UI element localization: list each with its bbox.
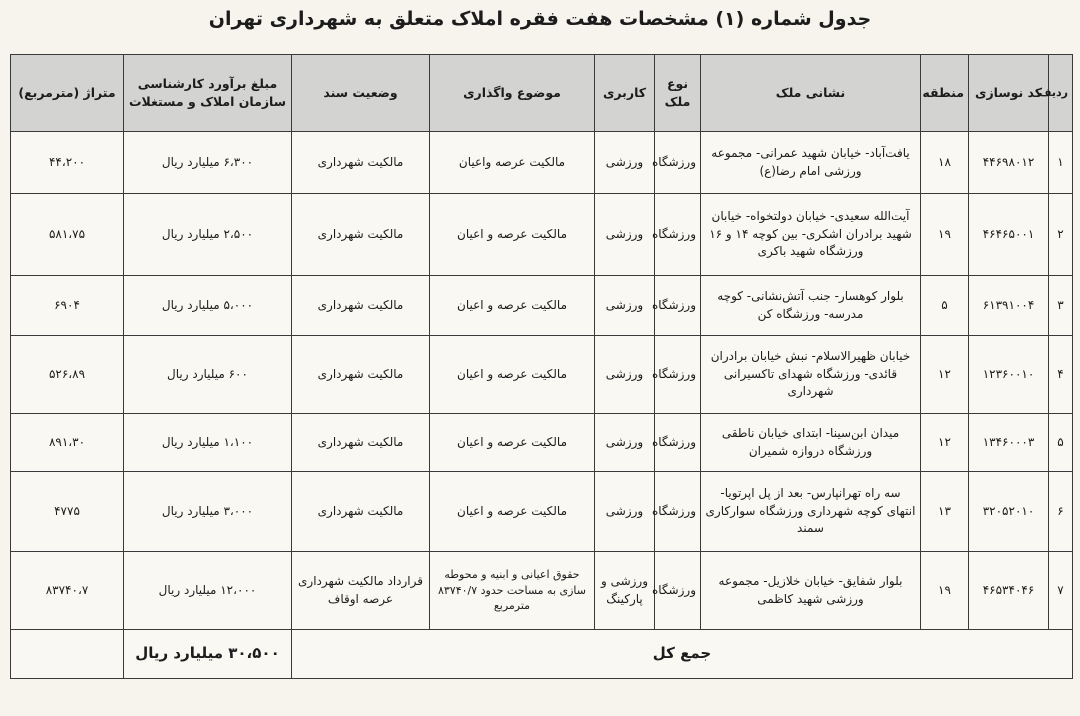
cell-doc-status: مالکیت شهرداری <box>292 194 430 276</box>
table-row <box>11 472 1073 552</box>
cell-area: ۴۴،۲۰۰ <box>11 132 124 194</box>
cell-usage: ورزشی <box>595 336 655 414</box>
table-row <box>11 132 1073 194</box>
cell-address: بلوار شفایق- خیابان خلازیل- مجموعه ورزشی شهید کاظمی <box>701 552 921 630</box>
cell-code: ۱۲۳۶۰۰۱۰ <box>969 336 1049 414</box>
cell-address: سه راه تهرانپارس- بعد از پل اپرتویا- انتهای کوچه شهرداری ورزشگاه سوارکاری سمند <box>701 472 921 552</box>
cell-row-no: ۶ <box>1049 472 1073 552</box>
header-address: نشانی ملک <box>701 55 921 132</box>
header-transfer: موضوع واگذاری <box>430 55 595 132</box>
cell-doc-status: مالکیت شهرداری <box>292 132 430 194</box>
table-row <box>11 552 1073 630</box>
header-area: متراژ (مترمربع) <box>11 55 124 132</box>
cell-region: ۵ <box>921 276 969 336</box>
total-row <box>11 630 1073 679</box>
property-table <box>10 54 1073 679</box>
cell-doc-status: قرارداد مالکیت شهرداری عرصه اوقاف <box>292 552 430 630</box>
cell-usage: ورزشی و پارکینگ <box>595 552 655 630</box>
cell-area: ۵۸۱،۷۵ <box>11 194 124 276</box>
cell-area: ۸۹۱،۳۰ <box>11 414 124 472</box>
cell-transfer: مالکیت عرصه و اعیان <box>430 472 595 552</box>
cell-doc-status: مالکیت شهرداری <box>292 336 430 414</box>
cell-code: ۱۳۴۶۰۰۰۳ <box>969 414 1049 472</box>
table-row <box>11 414 1073 472</box>
cell-usage: ورزشی <box>595 194 655 276</box>
cell-prop-type: ورزشگاه <box>655 132 701 194</box>
cell-address: خیابان ظهیرالاسلام- نبش خیابان برادران قائدی- ورزشگاه شهدای تاکسیرانی شهرداری <box>701 336 921 414</box>
page-title: جدول شماره (۱) مشخصات هفت فقره املاک متعلق به شهرداری تهران <box>208 8 872 30</box>
cell-row-no: ۲ <box>1049 194 1073 276</box>
cell-appraisal: ۱،۱۰۰ میلیارد ریال <box>124 414 292 472</box>
cell-appraisal: ۲،۵۰۰ میلیارد ریال <box>124 194 292 276</box>
cell-region: ۱۳ <box>921 472 969 552</box>
cell-area: ۸۳۷۴۰،۷ <box>11 552 124 630</box>
cell-doc-status: مالکیت شهرداری <box>292 276 430 336</box>
cell-transfer: مالکیت عرصه و اعیان <box>430 414 595 472</box>
cell-transfer: مالکیت عرصه و اعیان <box>430 194 595 276</box>
cell-code: ۳۲۰۵۲۰۱۰ <box>969 472 1049 552</box>
cell-appraisal: ۵،۰۰۰ میلیارد ریال <box>124 276 292 336</box>
cell-row-no: ۴ <box>1049 336 1073 414</box>
total-empty-cell <box>11 630 124 679</box>
cell-prop-type: ورزشگاه <box>655 414 701 472</box>
cell-doc-status: مالکیت شهرداری <box>292 414 430 472</box>
cell-transfer: مالکیت عرصه و اعیان <box>430 276 595 336</box>
header-code: کد نوسازی <box>969 55 1049 132</box>
header-doc-status: وضعیت سند <box>292 55 430 132</box>
header-row-no: ردیف <box>1049 55 1073 132</box>
cell-code: ۴۶۵۳۴۰۴۶ <box>969 552 1049 630</box>
cell-region: ۱۲ <box>921 336 969 414</box>
cell-appraisal: ۳،۰۰۰ میلیارد ریال <box>124 472 292 552</box>
header-appraisal: مبلغ برآورد کارشناسی سازمان املاک و مستغلات <box>124 55 292 132</box>
header-region: منطقه <box>921 55 969 132</box>
cell-region: ۱۲ <box>921 414 969 472</box>
cell-prop-type: ورزشگاه <box>655 276 701 336</box>
table-row <box>11 276 1073 336</box>
table-row <box>11 336 1073 414</box>
cell-row-no: ۳ <box>1049 276 1073 336</box>
cell-usage: ورزشی <box>595 132 655 194</box>
total-label: جمع کل <box>292 630 1073 679</box>
total-value: ۳۰،۵۰۰ میلیارد ریال <box>124 630 292 679</box>
cell-doc-status: مالکیت شهرداری <box>292 472 430 552</box>
cell-appraisal: ۶،۳۰۰ میلیارد ریال <box>124 132 292 194</box>
cell-region: ۱۹ <box>921 194 969 276</box>
cell-prop-type: ورزشگاه <box>655 194 701 276</box>
cell-region: ۱۸ <box>921 132 969 194</box>
cell-usage: ورزشی <box>595 472 655 552</box>
cell-row-no: ۷ <box>1049 552 1073 630</box>
cell-usage: ورزشی <box>595 276 655 336</box>
cell-address: بلوار کوهسار- جنب آتش‌نشانی- کوچه مدرسه- ورزشگاه کن <box>701 276 921 336</box>
header-usage: کاربری <box>595 55 655 132</box>
cell-usage: ورزشی <box>595 414 655 472</box>
cell-area: ۴۷۷۵ <box>11 472 124 552</box>
cell-appraisal: ۱۲،۰۰۰ میلیارد ریال <box>124 552 292 630</box>
cell-prop-type: ورزشگاه <box>655 336 701 414</box>
cell-transfer: مالکیت عرصه واعیان <box>430 132 595 194</box>
cell-row-no: ۱ <box>1049 132 1073 194</box>
cell-prop-type: ورزشگاه <box>655 552 701 630</box>
cell-transfer: حقوق اعیانی و ابنیه و محوطه سازی به مساحت حدود ۸۳۷۴۰/۷ مترمربع <box>430 552 595 630</box>
cell-address: یافت‌آباد- خیابان شهید عمرانی- مجموعه ورزشی امام رضا(ع) <box>701 132 921 194</box>
cell-row-no: ۵ <box>1049 414 1073 472</box>
cell-appraisal: ۶۰۰ میلیارد ریال <box>124 336 292 414</box>
cell-code: ۴۶۴۶۵۰۰۱ <box>969 194 1049 276</box>
table-row <box>11 194 1073 276</box>
cell-prop-type: ورزشگاه <box>655 472 701 552</box>
cell-address: آیت‌الله سعیدی- خیابان دولتخواه- خیابان شهید برادران اشکری- بین کوچه ۱۴ و ۱۶ ورزشگاه شهید باکری <box>701 194 921 276</box>
cell-region: ۱۹ <box>921 552 969 630</box>
cell-transfer: مالکیت عرصه و اعیان <box>430 336 595 414</box>
cell-area: ۶۹۰۴ <box>11 276 124 336</box>
header-row <box>11 55 1073 132</box>
cell-address: میدان ابن‌سینا- ابتدای خیابان ناطقی ورزشگاه دروازه شمیران <box>701 414 921 472</box>
header-prop-type: نوع ملک <box>655 55 701 132</box>
cell-code: ۴۴۶۹۸۰۱۲ <box>969 132 1049 194</box>
cell-area: ۵۲۶،۸۹ <box>11 336 124 414</box>
cell-code: ۶۱۳۹۱۰۰۴ <box>969 276 1049 336</box>
